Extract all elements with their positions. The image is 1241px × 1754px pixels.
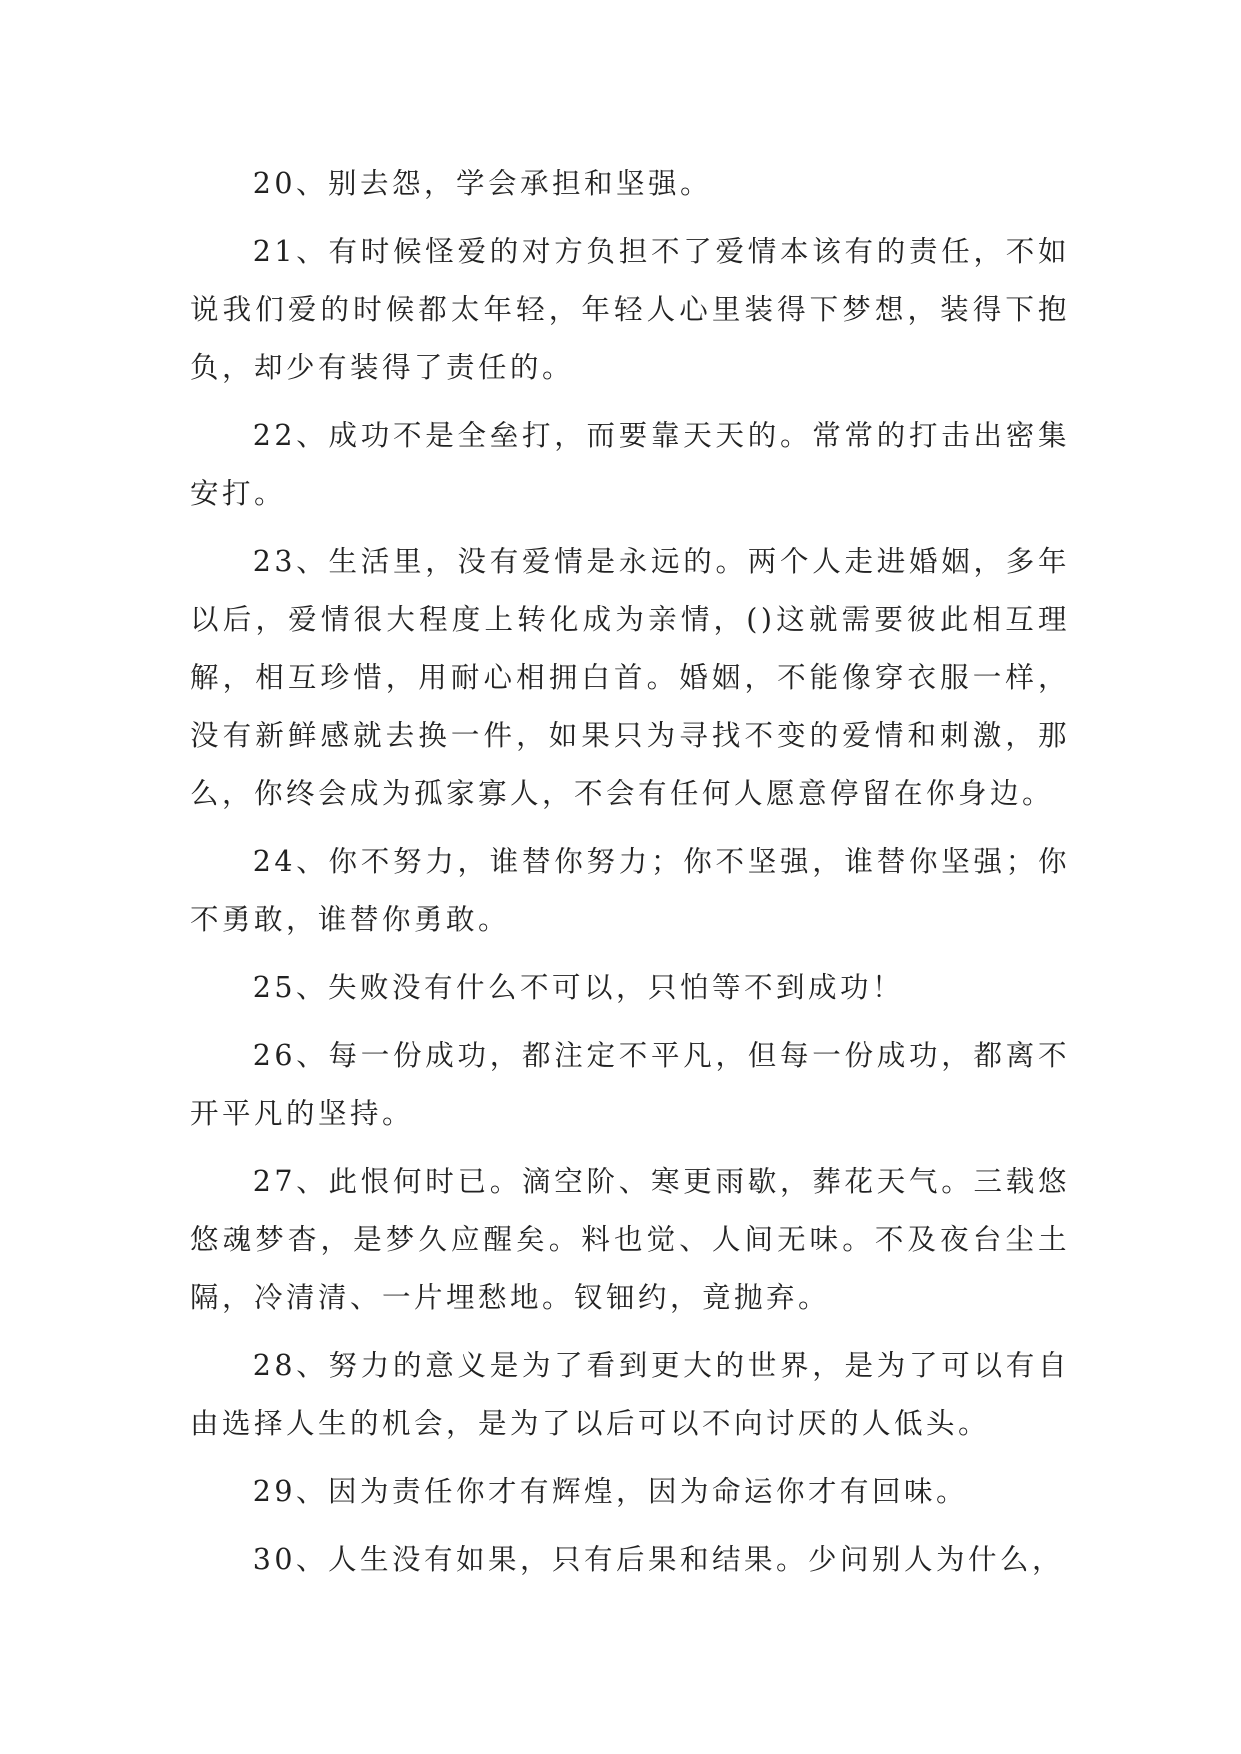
paragraph-21: 21、有时候怪爱的对方负担不了爱情本该有的责任，不如说我们爱的时候都太年轻，年轻人心里装得下梦想，装得下抱负，却少有装得了责任的。 [190, 235, 1070, 384]
paragraph-22: 22、成功不是全垒打，而要靠天天的。常常的打击出密集安打。 [190, 419, 1070, 510]
paragraph-27: 27、此恨何时已。滴空阶、寒更雨歇，葬花天气。三载悠悠魂梦杳，是梦久应醒矣。料也觉、人间无味。不及夜台尘土隔，冷清清、一片埋愁地。钗钿约，竟抛弃。 [190, 1165, 1070, 1314]
paragraph-24: 24、你不努力，谁替你努力；你不坚强，谁替你坚强；你不勇敢，谁替你勇敢。 [190, 845, 1070, 936]
paragraph-25: 25、失败没有什么不可以，只怕等不到成功！ [252, 971, 904, 1004]
paragraph-29: 29、因为责任你才有辉煌，因为命运你才有回味。 [252, 1475, 968, 1508]
document-body [190, 155, 1070, 1599]
paragraph-23: 23、生活里，没有爱情是永远的。两个人走进婚姻，多年以后，爱情很大程度上转化成为亲情，()这就需要彼此相互理解，相互珍惜，用耐心相拥白首。婚姻，不能像穿衣服一样，没有新鲜感就去换一件，如果只为寻找不变的爱情和刺激，那么，你终会成为孤家寡人，不会有任何人愿意停留在你身边。 [190, 545, 1070, 810]
paragraph-26: 26、每一份成功，都注定不平凡，但每一份成功，都离不开平凡的坚持。 [190, 1039, 1070, 1130]
paragraph-28: 28、努力的意义是为了看到更大的世界，是为了可以有自由选择人生的机会，是为了以后可以不向讨厌的人低头。 [190, 1349, 1070, 1440]
paragraph-30: 30、人生没有如果，只有后果和结果。少问别人为什么， [252, 1543, 1064, 1576]
paragraph-20: 20、别去怨，学会承担和坚强。 [252, 167, 712, 200]
